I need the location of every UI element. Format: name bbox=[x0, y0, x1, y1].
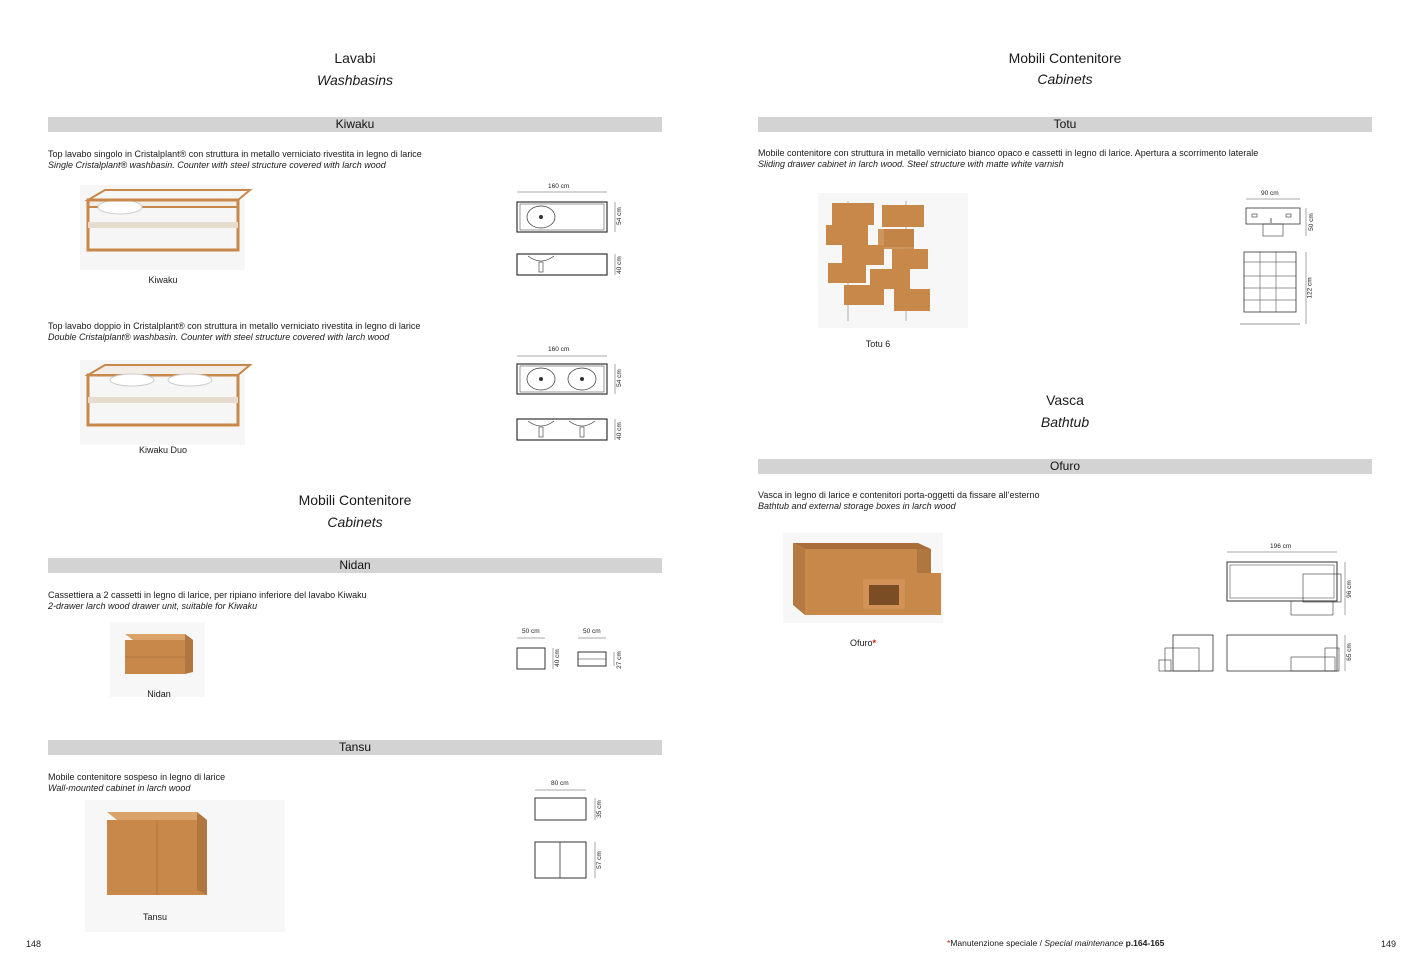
ofuro-width-label: 196 cm bbox=[1270, 543, 1292, 550]
left-cabinets-subtitle: Cabinets bbox=[327, 514, 383, 530]
ofuro-desc-it: Vasca in legno di larice e contenitori porta-oggetti da fissare all’esterno bbox=[758, 490, 1040, 500]
tansu-depth-label: 35 cm bbox=[595, 800, 603, 818]
ofuro-bar: Ofuro bbox=[758, 459, 1372, 474]
tansu-technical-drawing bbox=[530, 782, 620, 882]
ofuro-caption-text: Ofuro bbox=[849, 638, 873, 648]
kiwaku-duo-height-label: 40 cm bbox=[615, 422, 623, 440]
nidan-caption: Nidan bbox=[147, 689, 171, 699]
tansu-height-label: 57 cm bbox=[595, 851, 603, 869]
left-page-number: 148 bbox=[26, 939, 42, 949]
kiwaku-height-label: 40 cm bbox=[615, 256, 623, 274]
kiwaku-caption: Kiwaku bbox=[148, 275, 178, 285]
kiwaku-duo-description bbox=[48, 321, 420, 343]
totu-height-label: 122 cm bbox=[1306, 277, 1314, 299]
nidan-width2-label: 50 cm bbox=[583, 628, 601, 635]
kiwaku-bar: Kiwaku bbox=[48, 117, 662, 132]
kiwaku-duo-caption: Kiwaku Duo bbox=[138, 445, 188, 455]
ofuro-maintenance-mark: * bbox=[872, 638, 877, 648]
kiwaku-desc-it: Top lavabo singolo in Cristalplant® con struttura in metallo verniciato rivestita in legno di larice bbox=[48, 149, 422, 159]
nidan-description bbox=[48, 590, 367, 612]
nidan-desc-en: 2-drawer larch wood drawer unit, suitable for Kiwaku bbox=[48, 601, 258, 611]
kiwaku-width-label: 160 cm bbox=[548, 183, 570, 190]
tansu-desc-en: Wall-mounted cabinet in larch wood bbox=[48, 783, 191, 793]
right-cabinets-subtitle: Cabinets bbox=[1037, 71, 1093, 87]
lavabi-subtitle: Washbasins bbox=[316, 72, 393, 88]
ofuro-technical-drawing bbox=[1155, 540, 1355, 680]
totu-technical-drawing bbox=[1236, 190, 1326, 330]
kiwaku-product-image bbox=[80, 185, 245, 270]
nidan-bar: Nidan bbox=[48, 558, 662, 573]
ofuro-caption bbox=[813, 638, 913, 649]
ofuro-desc-en: Bathtub and external storage boxes in larch wood bbox=[758, 501, 956, 511]
right-page-number: 149 bbox=[1381, 939, 1397, 949]
kiwaku-description bbox=[48, 149, 422, 171]
tansu-caption: Tansu bbox=[142, 912, 168, 922]
kiwaku-duo-depth-label: 54 cm bbox=[615, 369, 623, 387]
nidan-height2-label: 27 cm bbox=[615, 651, 623, 669]
ofuro-height-label: 65 cm bbox=[1345, 643, 1353, 661]
totu-desc-it: Mobile contenitore con struttura in metallo verniciato bianco opaco e cassetti in legno di larice. Apertura a scorrimento laterale bbox=[758, 148, 1259, 158]
nidan-product-image bbox=[110, 622, 205, 697]
footnote-page-ref: p.164-165 bbox=[1123, 938, 1165, 948]
totu-width-label: 90 cm bbox=[1261, 190, 1279, 197]
totu-product-image bbox=[818, 193, 968, 328]
nidan-height1-label: 40 cm bbox=[553, 649, 561, 667]
ofuro-description bbox=[758, 490, 1040, 512]
kiwaku-duo-product-image bbox=[80, 360, 245, 445]
ofuro-product-image bbox=[783, 533, 943, 623]
ofuro-depth-label: 96 cm bbox=[1345, 580, 1353, 598]
totu-depth-label: 50 cm bbox=[1307, 213, 1315, 231]
lavabi-title: Lavabi bbox=[334, 50, 376, 66]
footnote-star: * bbox=[947, 938, 951, 948]
kiwaku-duo-desc-en: Double Cristalplant® washbasin. Counter with steel structure covered with larch wood bbox=[48, 332, 390, 342]
nidan-width1-label: 50 cm bbox=[522, 628, 540, 635]
footnote-it: Manutenzione speciale / bbox=[950, 938, 1045, 948]
totu-bar: Totu bbox=[758, 117, 1372, 132]
totu-caption: Totu 6 bbox=[865, 339, 891, 349]
vasca-title: Vasca bbox=[1046, 392, 1084, 408]
tansu-desc-it: Mobile contenitore sospeso in legno di larice bbox=[48, 772, 226, 782]
kiwaku-duo-desc-it: Top lavabo doppio in Cristalplant® con struttura in metallo verniciato rivestita in legno di larice bbox=[48, 321, 421, 331]
footnote-en: Special maintenance bbox=[1044, 938, 1124, 948]
kiwaku-desc-en: Single Cristalplant® washbasin. Counter with steel structure covered with larch wood bbox=[48, 160, 386, 170]
vasca-subtitle: Bathtub bbox=[1040, 414, 1090, 430]
totu-description bbox=[758, 148, 1258, 170]
nidan-desc-it: Cassettiera a 2 cassetti in legno di larice, per ripiano inferiore del lavabo Kiwaku bbox=[48, 590, 367, 600]
kiwaku-depth-label: 54 cm bbox=[615, 207, 623, 225]
tansu-description bbox=[48, 772, 225, 794]
kiwaku-duo-width-label: 160 cm bbox=[548, 346, 570, 353]
right-cabinets-title: Mobili Contenitore bbox=[1008, 50, 1122, 66]
tansu-width-label: 80 cm bbox=[551, 780, 569, 787]
maintenance-footnote bbox=[947, 938, 1164, 949]
left-cabinets-title: Mobili Contenitore bbox=[298, 492, 412, 508]
totu-desc-en: Sliding drawer cabinet in larch wood. Steel structure with matte white varnish bbox=[758, 159, 1064, 169]
tansu-bar: Tansu bbox=[48, 740, 662, 755]
